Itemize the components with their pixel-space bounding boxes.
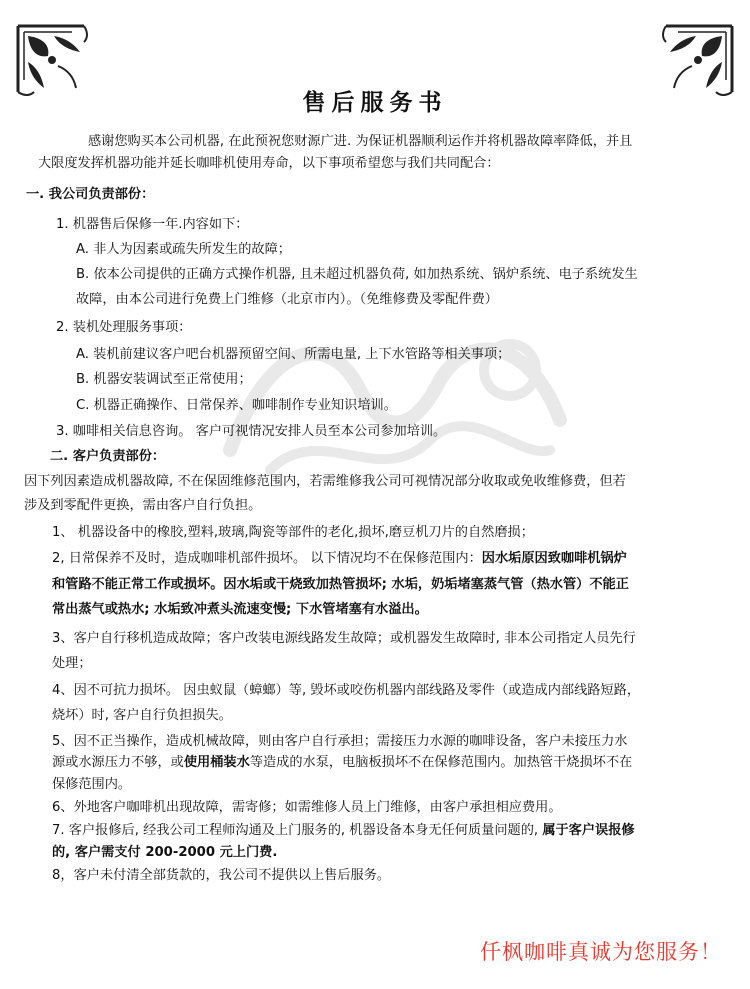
section2-item7-line1-a: 7. 客户报修后, 经我公司工程师沟通及上门服务的, 机器设备本身无任何质量问题的, <box>52 823 543 838</box>
section1-item3: 3. 咖啡相关信息咨询。 客户可视情况安排人员至本公司参加培训。 <box>56 424 447 439</box>
intro-line-2: 大限度发挥机器功能并延长咖啡机使用寿命，以下事项希望您与我们共同配合： <box>38 156 500 171</box>
section1-item1-a: A. 非人为因素或疏失所发生的故障； <box>76 242 291 257</box>
section2-intro-line1: 因下列因素造成机器故障, 不在保固维修范围内，若需维修我公司可视情况部分收取或免收维修费，但若 <box>24 474 626 489</box>
section2-item5-line2-a: 源或水源压力不够，或 <box>52 755 184 770</box>
section2-item4-line2: 烧坏）时, 客户自行负担损失。 <box>52 708 232 723</box>
section1-item2-b: B. 机器安装调试至正常使用； <box>76 372 252 387</box>
section2-item5-line1: 5、因不正当操作，造成机械故障，则由客户自行承担；需接压力水源的咖啡设备，客户未接压力水 <box>52 734 628 749</box>
section2-item4-line1: 4、因不可抗力损坏。 因虫蚁鼠（蟑螂）等, 毁坏或咬伤机器内部线路及零件（或造成内部线路短路， <box>52 683 641 698</box>
section2-intro-line2: 涉及到零配件更换，需由客户自行负担。 <box>24 498 262 513</box>
section1-item2: 2. 装机处理服务事项： <box>56 320 192 335</box>
section2-item8: 8，客户未付清全部货款的，我公司不提供以上售后服务。 <box>52 868 391 883</box>
section2-item5-line2 <box>52 752 632 774</box>
section1-item1: 1. 机器售后保修一年.内容如下： <box>56 217 249 232</box>
section2-item2-line1 <box>52 548 627 570</box>
section2-item3-line2: 处理； <box>52 656 92 671</box>
section2-heading: 二. 客户负责部份： <box>50 449 166 464</box>
section1-item1-b-line2: 故障，由本公司进行免费上门维修（北京市内）。（免维修费及零配件费） <box>76 292 498 307</box>
section2-item1: 1、 机器设备中的橡胶,塑料,玻璃,陶瓷等部件的老化,损坏,磨豆机刀片的自然磨损； <box>52 525 534 540</box>
section1-heading: 一. 我公司负责部份： <box>26 187 155 202</box>
section2-item2-bold-2: 和管路不能正常工作或损坏。因水垢或干烧致加热管损坏; 水垢，奶垢堵塞蒸气管（热水管）不能正 <box>52 577 629 592</box>
section2-item7-line2: 的, 客户需支付 200-2000 元上门费. <box>52 845 278 860</box>
section1-item2-c: C. 机器正确操作、日常保养、咖啡制作专业知识培训。 <box>76 398 397 413</box>
section1-item1-b-line1: B. 依本公司提供的正确方式操作机器, 且未超过机器负荷, 如加热系统、锅炉系统、电子系统发生 <box>76 267 638 282</box>
page-title: 售后服务书 <box>302 89 448 116</box>
section2-item5-line3: 保修范围内。 <box>52 777 132 792</box>
section2-item5-line2-c: 等造成的水泵，电脑板损坏不在保修范围内。加热管干烧损坏不在 <box>249 755 633 770</box>
footer-slogan: 仟枫咖啡真诚为您服务！ <box>480 940 722 964</box>
intro-line-1: 感谢您购买本公司机器, 在此预祝您财源广进. 为保证机器顺利运作并将机器故障率降低，并且 <box>88 134 633 149</box>
section1-item2-a: A. 装机前建议客户吧台机器预留空间、所需电量, 上下水管路等相关事项； <box>76 347 511 362</box>
section2-item2-bold-3: 常出蒸气或热水; 水垢致冲煮头流速变慢; 下水管堵塞有水溢出。 <box>52 602 428 617</box>
section2-item7-line1 <box>52 820 635 842</box>
section2-item7-line1-bold: 属于客户误报修 <box>542 823 635 838</box>
section2-item3-line1: 3、客户自行移机造成故障；客户改装电源线路发生故障；或机器发生故障时, 非本公司指定人员先行 <box>52 631 636 646</box>
section2-item2-bold-1: 因水垢原因致咖啡机锅炉 <box>481 551 627 566</box>
section2-item5-line2-bold: 使用桶装水 <box>183 755 250 770</box>
section2-item6: 6、外地客户咖啡机出现故障，需寄修；如需维修人员上门维修，由客户承担相应费用。 <box>52 800 562 815</box>
section2-item2-normal: 2, 日常保养不及时，造成咖啡机部件损坏。 以下情况均不在保修范围内： <box>52 551 482 566</box>
